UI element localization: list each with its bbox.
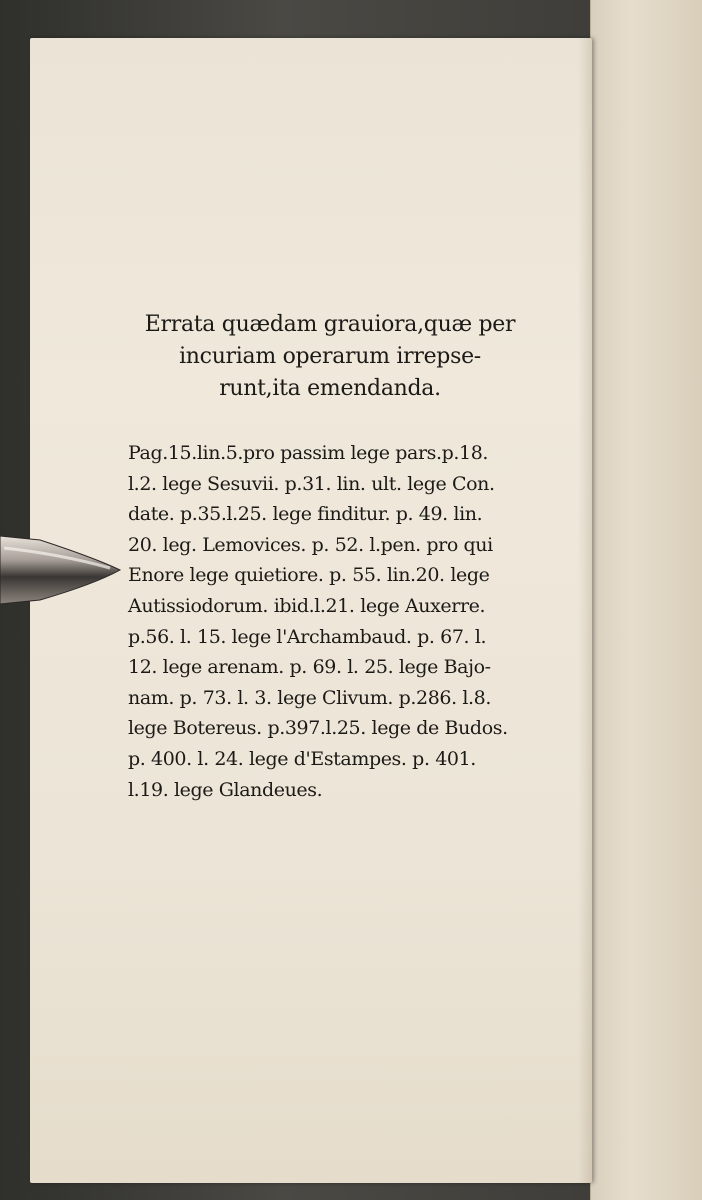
heading-line: runt,ita emendanda. [219,376,441,401]
errata-line: l.2. lege Sesuvii. p.31. lin. ult. lege Con. [128,472,495,495]
errata-heading [100,309,560,405]
errata-line: Enore lege quietiore. p. 55. lin.20. lege [128,564,490,587]
errata-line: 20. leg. Lemovices. p. 52. l.pen. pro qui [128,533,493,556]
errata-line: Autissiodorum. ibid.l.21. lege Auxerre. [128,594,486,617]
errata-line: date. p.35.l.25. lege finditur. p. 49. lin. [128,503,483,526]
heading-line: incuriam operarum irrepse- [179,344,481,369]
errata-line: p. 400. l. 24. lege d'Estampes. p. 401. [128,747,476,770]
facing-page-edge [590,0,702,1200]
errata-line: l.19. lege Glandeues. [128,778,323,801]
page-shadow [578,38,592,1183]
heading-line: Errata quædam grauiora,quæ per [144,312,516,337]
errata-line: 12. lege arenam. p. 69. l. 25. lege Bajo- [128,656,491,679]
errata-line: nam. p. 73. l. 3. lege Clivum. p.286. l.8. [128,686,491,709]
errata-line: lege Botereus. p.397.l.25. lege de Budos. [128,717,508,740]
errata-line: Pag.15.lin.5.pro passim lege pars.p.18. [128,442,489,464]
errata-list [128,438,568,805]
errata-line: p.56. l. 15. lege l'Archambaud. p. 67. l. [128,625,487,648]
metal-pointer-icon [0,528,122,608]
